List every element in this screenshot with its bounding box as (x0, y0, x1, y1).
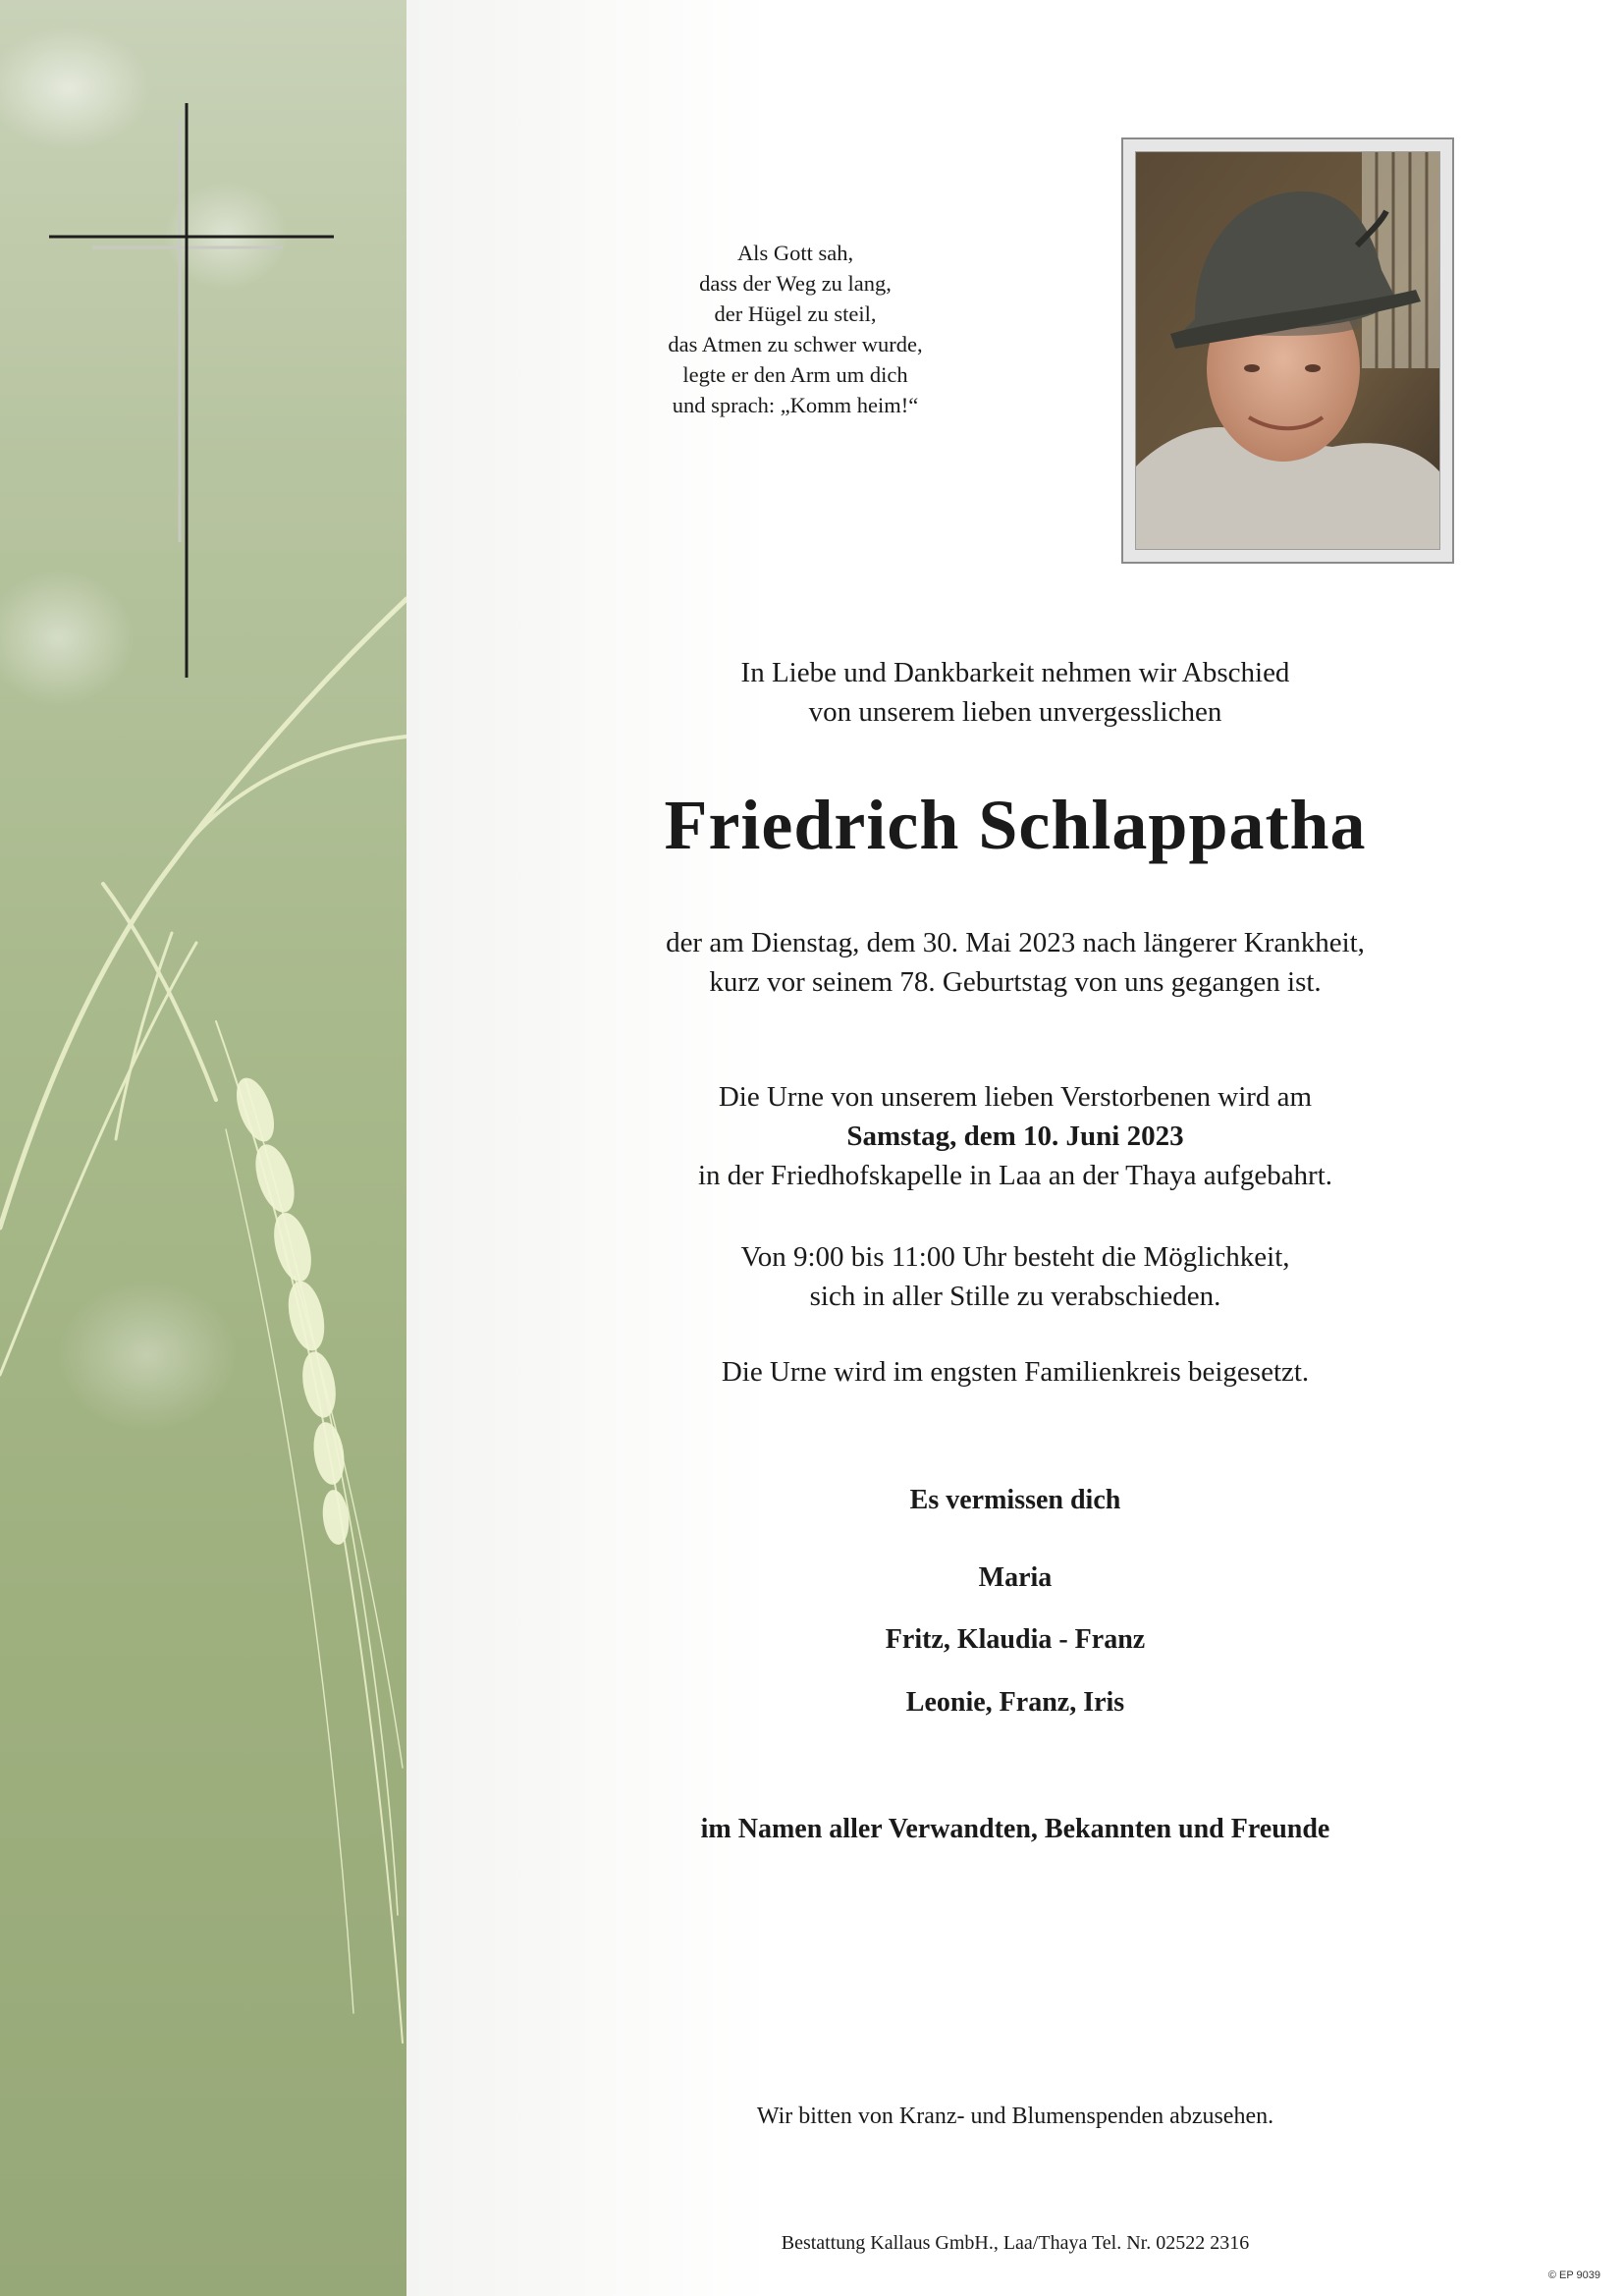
portrait-photo (1135, 151, 1440, 550)
viewing-times (406, 1237, 1624, 1316)
decorative-side-panel (0, 0, 406, 2296)
no-flowers-request: Wir bitten von Kranz- und Blumenspenden abzusehen. (756, 2104, 1274, 2129)
poem (550, 238, 1041, 420)
cross-icon (0, 0, 406, 707)
viewing-line: sich in aller Stille zu verabschieden. (809, 1281, 1221, 1312)
mourners-heading: Es vermissen dich (909, 1485, 1121, 1515)
portrait-photo-frame (1121, 137, 1454, 564)
urn-line: in der Friedhofskapelle in Laa an der Thaya aufgebahrt. (697, 1160, 1333, 1191)
urn-line: Die Urne von unserem lieben Verstorbenen wird am (718, 1081, 1313, 1113)
poem-line: legte er den Arm um dich (682, 362, 908, 387)
mourner-name: Fritz, Klaudia - Franz (885, 1624, 1146, 1655)
poem-line: der Hügel zu steil, (714, 301, 877, 326)
mourner-name: Leonie, Franz, Iris (905, 1687, 1125, 1718)
undertaker-info: Bestattung Kallaus GmbH., Laa/Thaya Tel. Nr. 02522 2316 (781, 2232, 1250, 2254)
death-line: kurz vor seinem 78. Geburtstag von uns gegangen ist. (709, 966, 1322, 998)
poem-line: dass der Weg zu lang, (699, 271, 892, 296)
urn-date: Samstag, dem 10. Juni 2023 (846, 1121, 1184, 1152)
mourner-name: Maria (978, 1562, 1053, 1593)
template-code: © EP 9039 (1547, 2269, 1600, 2281)
deceased-name: Friedrich Schlappatha (664, 786, 1367, 864)
death-line: der am Dienstag, dem 30. Mai 2023 nach längerer Krankheit, (666, 927, 1365, 958)
burial-notice: Die Urne wird im engsten Familienkreis beigesetzt. (721, 1356, 1310, 1388)
viewing-line: Von 9:00 bis 11:00 Uhr besteht die Möglichkeit, (740, 1241, 1290, 1273)
intro-line: von unserem lieben unvergesslichen (808, 696, 1222, 728)
relatives-line: im Namen aller Verwandten, Bekannten und Freunde (700, 1814, 1330, 1844)
urn-viewing-notice (406, 1077, 1624, 1195)
farewell-intro (406, 653, 1624, 732)
intro-line: In Liebe und Dankbarkeit nehmen wir Abschied (740, 657, 1290, 688)
obituary-content (406, 0, 1624, 2296)
poem-line: und sprach: „Komm heim!“ (672, 393, 919, 417)
poem-line: Als Gott sah, (736, 241, 854, 265)
poem-line: das Atmen zu schwer wurde, (668, 332, 923, 356)
death-notice (406, 923, 1624, 1002)
portrait-image (1136, 152, 1440, 550)
